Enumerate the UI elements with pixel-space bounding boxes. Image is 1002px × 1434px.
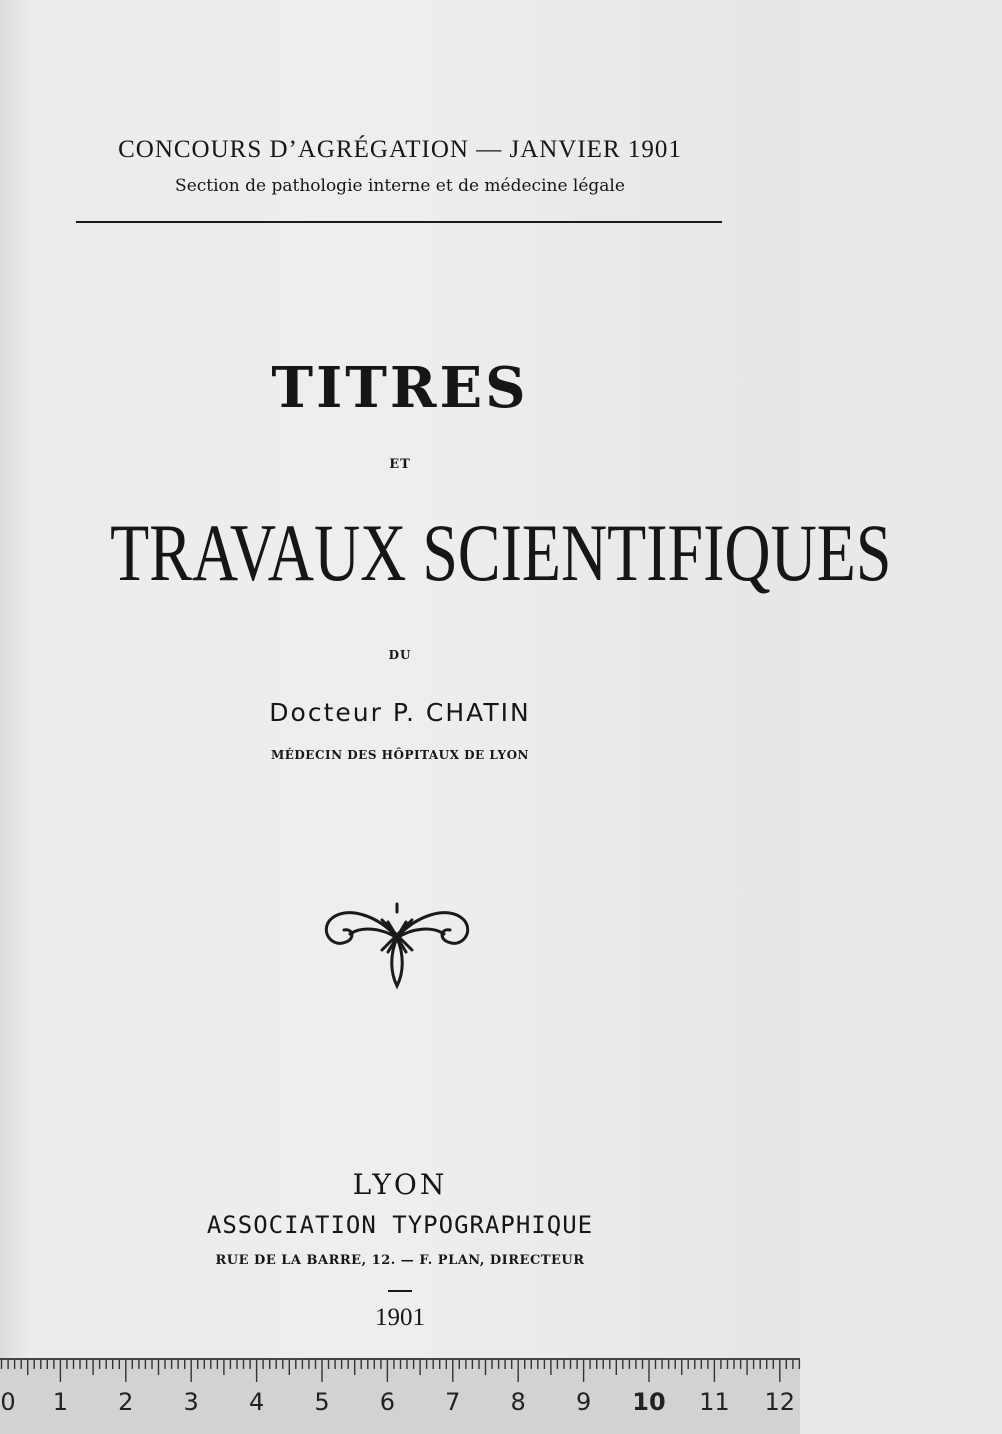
subtitle-text: TRAVAUX SCIENTIFIQUES (110, 507, 892, 598)
imprint-address: RUE DE LA BARRE, 12. — F. PLAN, DIRECTEUR (215, 1253, 585, 1268)
imprint-publisher: ASSOCIATION TYPOGRAPHIQUE (206, 1211, 594, 1239)
imprint-year: 1901 (375, 1304, 425, 1331)
author-name: Docteur P. CHATIN (269, 698, 531, 727)
main-title: TITRES (271, 355, 529, 421)
ruler-number: 11 (699, 1388, 730, 1416)
title-conjunction: ET (389, 457, 411, 472)
section-subheading: Section de pathologie interne et de médecine légale (175, 176, 625, 196)
ruler-number: 9 (575, 1388, 592, 1416)
measuring-ruler (0, 1358, 800, 1434)
author-role: MÉDECIN DES HÔPITAUX DE LYON (270, 748, 530, 762)
ruler-number: 2 (118, 1388, 134, 1416)
ruler-number: 0 (0, 1388, 16, 1416)
ruler-number: 6 (379, 1388, 396, 1416)
ruler-number: 7 (445, 1388, 461, 1416)
fleuron-ornament-icon (320, 898, 474, 994)
ruler-ticks (0, 1360, 800, 1390)
ruler-number: 4 (248, 1388, 265, 1416)
subtitle-heading (0, 506, 892, 600)
imprint-dash (388, 1290, 412, 1292)
header-rule (76, 221, 722, 223)
ruler-number: 3 (183, 1388, 199, 1416)
author-prefix: DU (388, 648, 412, 662)
imprint-city: LYON (352, 1168, 448, 1201)
ruler-number: 12 (764, 1388, 796, 1416)
ruler-number: 8 (510, 1388, 526, 1416)
ruler-number: 5 (314, 1388, 330, 1416)
ruler-number: 1 (52, 1388, 69, 1416)
competition-heading: CONCOURS D’AGRÉGATION — JANVIER 1901 (118, 136, 682, 163)
ruler-number: 10 (632, 1388, 666, 1416)
